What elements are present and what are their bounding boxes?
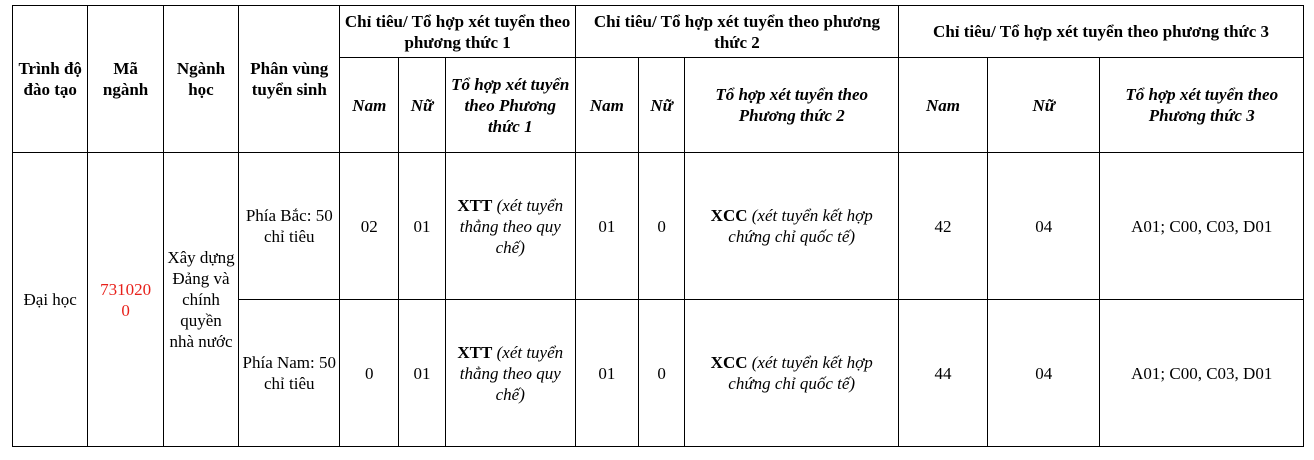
row1-m1-code: XTT <box>457 195 493 215</box>
row2-m1-desc: (xét tuyển thẳng theo quy chế) <box>459 342 564 404</box>
row2-m2-combo <box>685 300 899 447</box>
row2-m3-male: 44 <box>899 300 988 447</box>
row1-m1-combo <box>445 153 575 300</box>
row2-m1-code: XTT <box>457 342 493 362</box>
header-method2: Chỉ tiêu/ Tổ hợp xét tuyển theo phương thức 2 <box>575 6 898 58</box>
header-m1-female: Nữ <box>399 58 445 153</box>
row2-m1-male: 0 <box>340 300 399 447</box>
program-code-text: 7310200 <box>100 279 152 320</box>
row1-m3-combo: A01; C00, C03, D01 <box>1100 153 1304 300</box>
row2-m1-combo <box>445 300 575 447</box>
table-row <box>13 153 1304 300</box>
header-m3-female: Nữ <box>987 58 1100 153</box>
row2-m3-female: 04 <box>987 300 1100 447</box>
row2-m2-male: 01 <box>575 300 638 447</box>
header-method1: Chỉ tiêu/ Tổ hợp xét tuyển theo phương thức 1 <box>340 6 575 58</box>
header-method3: Chỉ tiêu/ Tổ hợp xét tuyển theo phương thức 3 <box>899 6 1304 58</box>
row1-m2-male: 01 <box>575 153 638 300</box>
row2-m1-female: 01 <box>399 300 445 447</box>
header-m1-male: Nam <box>340 58 399 153</box>
row1-m1-male: 02 <box>340 153 399 300</box>
row1-m3-male: 42 <box>899 153 988 300</box>
row1-m2-combo <box>685 153 899 300</box>
row1-m2-desc: (xét tuyển kết hợp chứng chỉ quốc tế) <box>728 206 873 246</box>
row1-m3-female: 04 <box>987 153 1100 300</box>
header-m1-combo: Tổ hợp xét tuyển theo Phương thức 1 <box>445 58 575 153</box>
row1-m2-code: XCC <box>710 206 748 225</box>
row2-region: Phía Nam: 50 chỉ tiêu <box>239 300 340 447</box>
admission-table <box>12 5 1304 447</box>
row1-m2-female: 0 <box>638 153 684 300</box>
header-region: Phân vùng tuyển sinh <box>239 6 340 153</box>
row2-m2-female: 0 <box>638 300 684 447</box>
row2-m3-combo: A01; C00, C03, D01 <box>1100 300 1304 447</box>
header-m2-female: Nữ <box>638 58 684 153</box>
program-level: Đại học <box>13 153 88 447</box>
row1-region: Phía Bắc: 50 chỉ tiêu <box>239 153 340 300</box>
program-major: Xây dựng Đảng và chính quyền nhà nước <box>163 153 238 447</box>
row2-m2-desc: (xét tuyển kết hợp chứng chỉ quốc tế) <box>728 353 873 393</box>
program-code <box>88 153 163 447</box>
header-code: Mã ngành <box>88 6 163 153</box>
row1-m1-female: 01 <box>399 153 445 300</box>
header-row-1 <box>13 6 1304 58</box>
row1-m1-desc: (xét tuyển thẳng theo quy chế) <box>459 195 564 257</box>
header-m2-combo: Tổ hợp xét tuyển theo Phương thức 2 <box>685 58 899 153</box>
header-m3-male: Nam <box>899 58 988 153</box>
header-level: Trình độ đào tạo <box>13 6 88 153</box>
header-m2-male: Nam <box>575 58 638 153</box>
header-m3-combo: Tổ hợp xét tuyển theo Phương thức 3 <box>1100 58 1304 153</box>
row2-m2-code: XCC <box>710 353 748 372</box>
header-major: Ngành học <box>163 6 238 153</box>
